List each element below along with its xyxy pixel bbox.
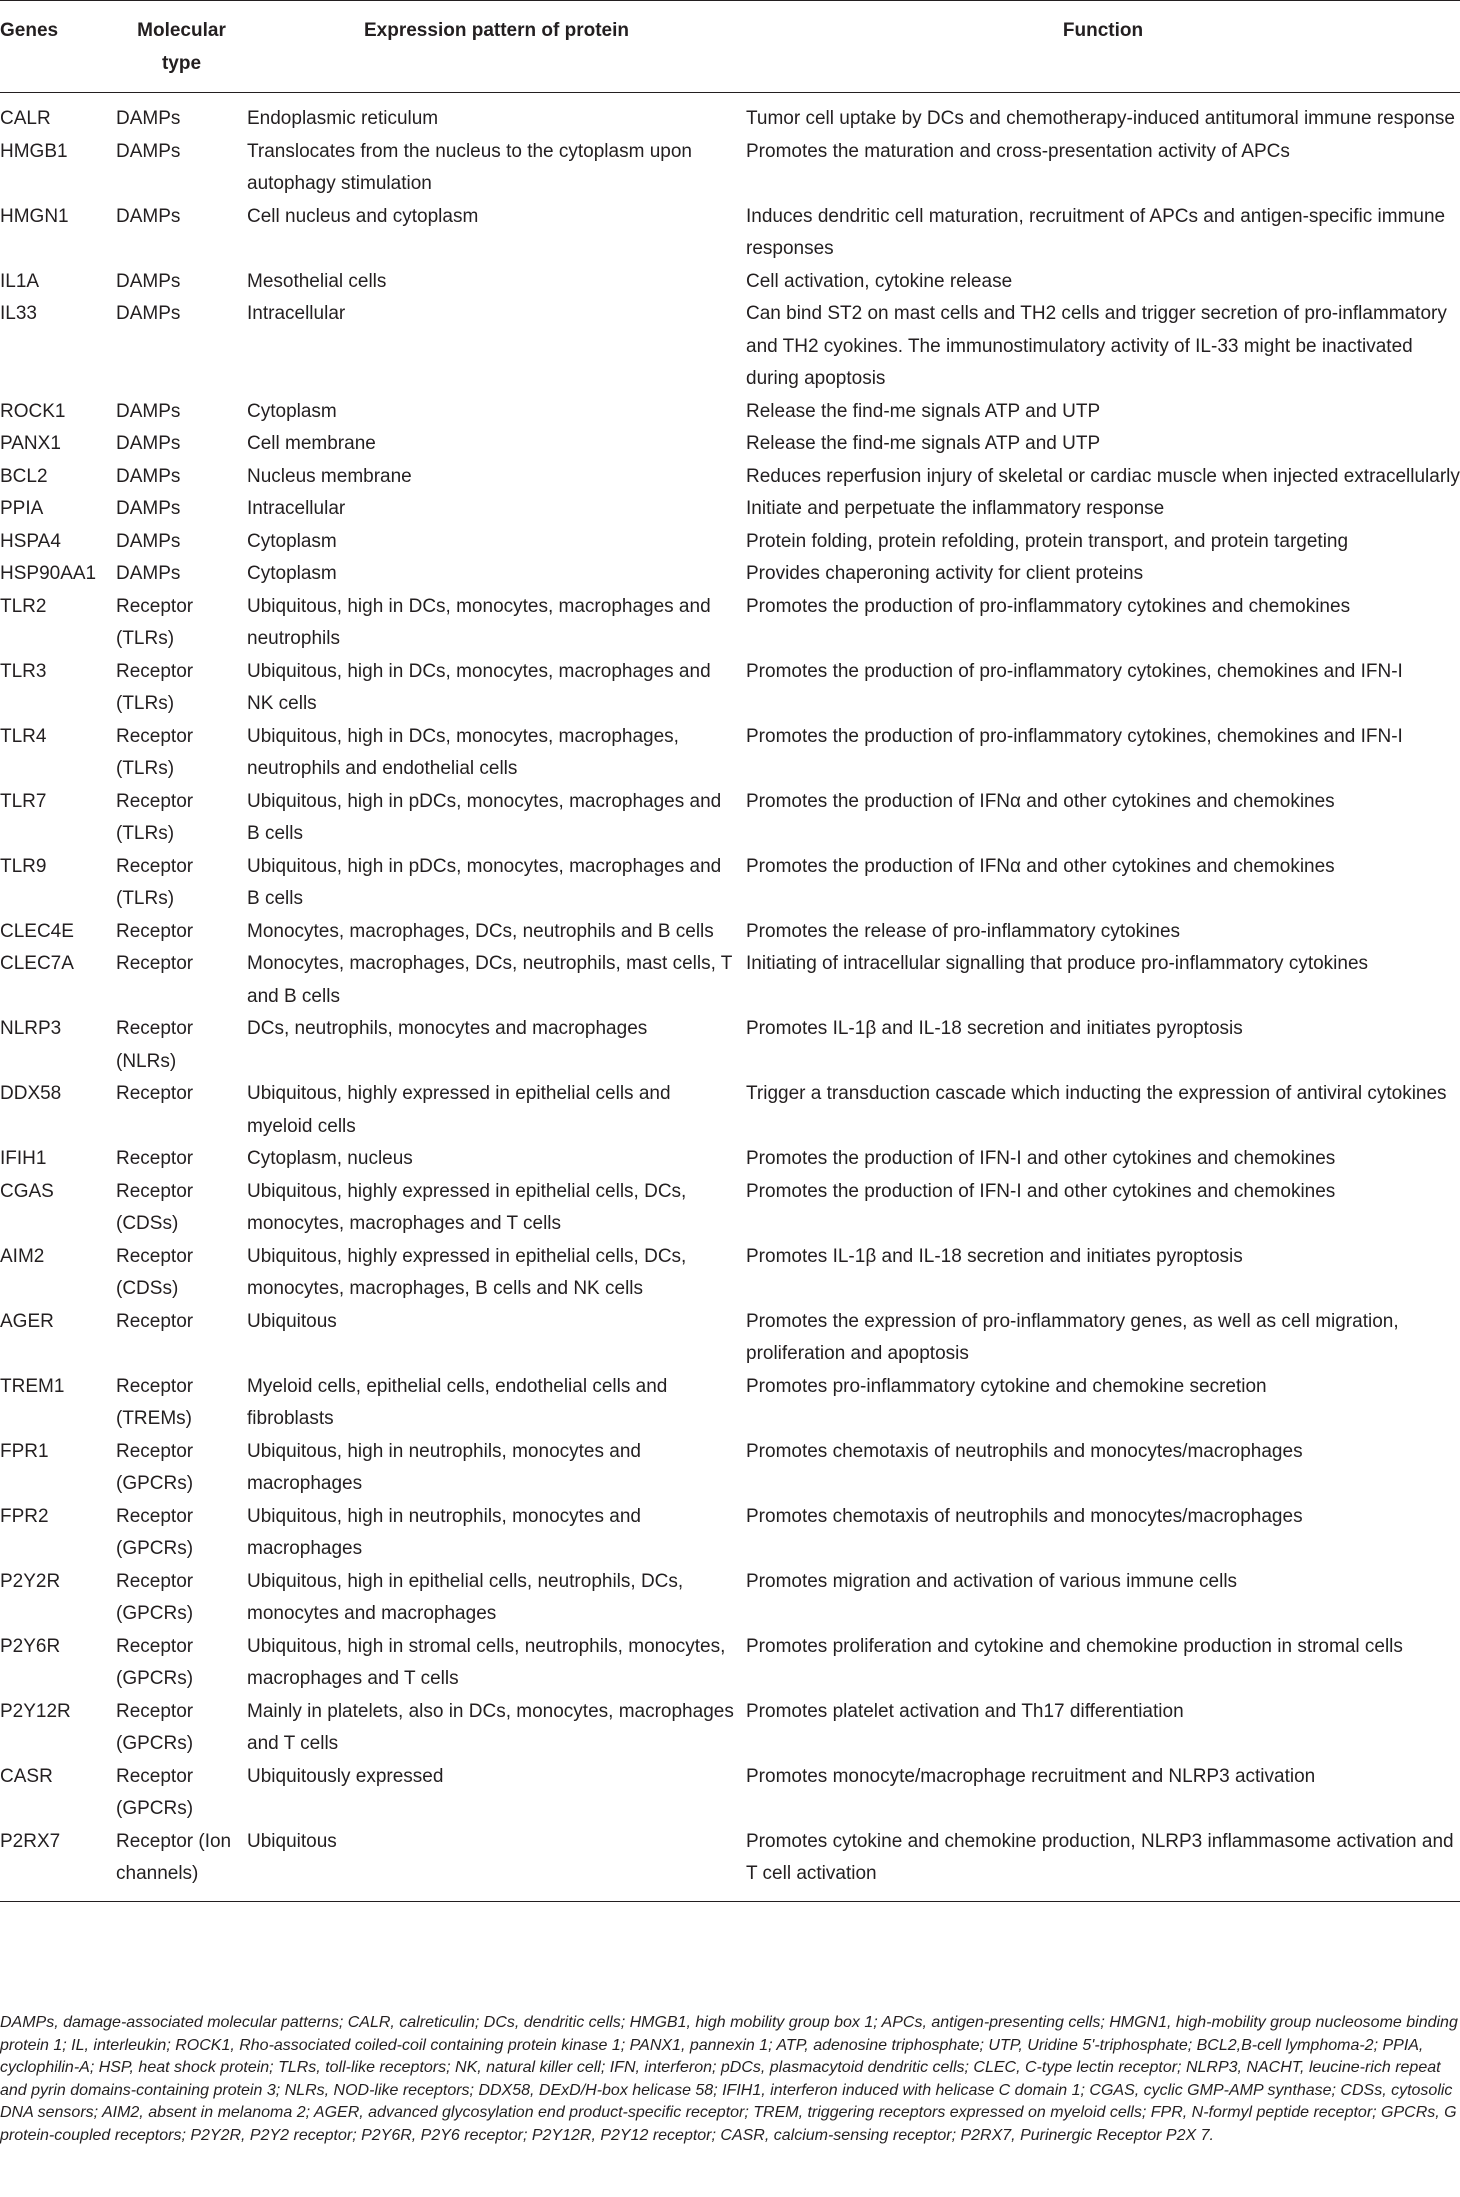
function-cell: Promotes migration and activation of various immune cells [746, 1570, 1238, 1592]
gene-cell: PPIA [0, 498, 44, 519]
expression-cell: Cell membrane [247, 433, 376, 454]
function-cell: Promotes chemotaxis of neutrophils and monocytes/macrophages [746, 1440, 1303, 1462]
molecular-type-cell: Receptor (TREMs) [116, 1375, 194, 1429]
table-row [0, 851, 1460, 916]
function-cell: Initiate and perpetuate the inflammatory response [746, 498, 1165, 519]
molecular-type-cell: DAMPs [116, 303, 181, 324]
table-row [0, 558, 1460, 591]
table-row [0, 1631, 1460, 1696]
molecular-type-cell: Receptor (GPCRs) [116, 1505, 194, 1559]
gene-cell: HMGN1 [0, 205, 69, 227]
molecular-type-cell: Receptor (GPCRs) [116, 1570, 194, 1624]
table-row [0, 1176, 1460, 1241]
table-row [0, 786, 1460, 851]
function-cell: Promotes proliferation and cytokine and chemokine production in stromal cells [746, 1635, 1403, 1657]
expression-cell: Ubiquitous, highly expressed in epithelial cells and myeloid cells [247, 1083, 671, 1137]
molecular-type-cell: Receptor (TLRs) [116, 790, 194, 844]
expression-cell: Translocates from the nucleus to the cytoplasm upon autophagy stimulation [247, 140, 692, 194]
gene-cell: IL33 [0, 303, 37, 324]
molecular-type-cell: DAMPs [116, 433, 181, 454]
molecular-type-cell: DAMPs [116, 530, 181, 552]
table-row [0, 916, 1460, 949]
gene-cell: HSPA4 [0, 530, 61, 552]
molecular-type-cell: Receptor (GPCRs) [116, 1700, 194, 1754]
table-row [0, 1143, 1460, 1176]
function-cell: Promotes IL-1β and IL-18 secretion and initiates pyroptosis [746, 1018, 1243, 1039]
expression-cell: Ubiquitous, highly expressed in epithelial cells, DCs, monocytes, macrophages, B cells and NK cells [247, 1245, 687, 1299]
function-cell: Promotes the release of pro-inflammatory cytokines [746, 920, 1181, 942]
table-row [0, 1013, 1460, 1078]
molecular-type-cell: Receptor (CDSs) [116, 1180, 194, 1234]
table-row [0, 136, 1460, 201]
molecular-type-cell: Receptor (TLRs) [116, 660, 194, 714]
expression-cell: Ubiquitous [247, 1310, 337, 1332]
expression-cell: Ubiquitous, high in stromal cells, neutrophils, monocytes, macrophages and T cells [247, 1635, 726, 1689]
gene-cell: CGAS [0, 1180, 54, 1202]
molecular-type-cell: DAMPs [116, 563, 181, 584]
gene-cell: BCL2 [0, 465, 48, 487]
gene-cell: FPR1 [0, 1440, 49, 1462]
molecular-type-cell: Receptor [116, 1310, 194, 1332]
gene-cell: CASR [0, 1765, 53, 1787]
gene-cell: CLEC7A [0, 953, 74, 974]
expression-cell: DCs, neutrophils, monocytes and macrophages [247, 1018, 648, 1039]
gene-cell: TLR9 [0, 855, 47, 877]
gene-cell: NLRP3 [0, 1018, 62, 1039]
molecular-type-cell: DAMPs [116, 270, 181, 292]
molecular-type-cell: Receptor (GPCRs) [116, 1440, 194, 1494]
expression-cell: Cell nucleus and cytoplasm [247, 205, 479, 227]
table-header [0, 1, 1460, 93]
molecular-type-cell: DAMPs [116, 400, 181, 422]
gene-cell: P2RX7 [0, 1826, 116, 1902]
table-row [0, 461, 1460, 494]
table-row [0, 1306, 1460, 1371]
function-cell: Initiating of intracellular signalling that produce pro-inflammatory cytokines [746, 953, 1369, 974]
molecular-type-cell: Receptor (CDSs) [116, 1245, 194, 1299]
table-row [0, 493, 1460, 526]
molecular-type-cell: DAMPs [116, 140, 181, 162]
expression-cell: Ubiquitous, high in pDCs, monocytes, macrophages and B cells [247, 790, 722, 844]
function-cell: Promotes the production of IFNα and other cytokines and chemokines [746, 790, 1335, 812]
molecular-type-cell: Receptor (GPCRs) [116, 1765, 194, 1819]
header-genes: Genes [0, 1, 116, 93]
function-cell: Promotes the production of IFN-I and other cytokines and chemokines [746, 1180, 1336, 1202]
expression-cell: Cytoplasm, nucleus [247, 1148, 413, 1169]
gene-cell: P2Y12R [0, 1700, 71, 1722]
table-row [0, 298, 1460, 396]
gene-cell: TREM1 [0, 1375, 65, 1397]
expression-cell: Ubiquitous [247, 1826, 746, 1902]
header-row [0, 1, 1460, 93]
function-cell: Can bind ST2 on mast cells and TH2 cells and trigger secretion of pro-inflammatory and TH2 cyokines. The immunostimulatory activity of IL-33 might be inactivated during apoptosis [746, 303, 1447, 389]
molecular-type-cell: Receptor (TLRs) [116, 855, 194, 909]
table-row [0, 201, 1460, 266]
function-cell: Provides chaperoning activity for client proteins [746, 563, 1144, 584]
header-expression: Expression pattern of protein [247, 1, 746, 93]
table-row [0, 526, 1460, 559]
gene-cell: AIM2 [0, 1245, 45, 1267]
gene-cell: ROCK1 [0, 400, 66, 422]
expression-cell: Ubiquitous, high in DCs, monocytes, macrophages and NK cells [247, 660, 711, 714]
gene-cell: CALR [0, 108, 51, 129]
gene-cell: DDX58 [0, 1083, 62, 1104]
function-cell: Trigger a transduction cascade which inducting the expression of antiviral cytokines [746, 1083, 1447, 1104]
expression-cell: Cytoplasm [247, 530, 337, 552]
gene-cell: TLR7 [0, 790, 47, 812]
gene-cell: FPR2 [0, 1505, 49, 1527]
function-cell: Promotes the production of pro-inflammatory cytokines, chemokines and IFN-I [746, 660, 1403, 682]
expression-cell: Ubiquitous, high in pDCs, monocytes, macrophages and B cells [247, 855, 722, 909]
function-cell: Release the find-me signals ATP and UTP [746, 433, 1101, 454]
function-cell: Induces dendritic cell maturation, recruitment of APCs and antigen-specific immune responses [746, 205, 1446, 259]
expression-cell: Ubiquitous, high in DCs, monocytes, macrophages and neutrophils [247, 595, 711, 649]
table-row [0, 1566, 1460, 1631]
header-type-line2: type [161, 52, 202, 74]
gene-cell: AGER [0, 1310, 54, 1332]
expression-cell: Mainly in platelets, also in DCs, monocytes, macrophages and T cells [247, 1700, 734, 1754]
function-cell: Reduces reperfusion injury of skeletal or cardiac muscle when injected extracellularly [746, 465, 1460, 487]
expression-cell: Ubiquitous, high in epithelial cells, neutrophils, DCs, monocytes and macrophages [247, 1570, 684, 1624]
table-row [0, 721, 1460, 786]
function-cell: Promotes pro-inflammatory cytokine and chemokine secretion [746, 1375, 1267, 1397]
table-row [0, 1371, 1460, 1436]
table-footnote: DAMPs, damage-associated molecular patterns; CALR, calreticulin; DCs, dendritic cells; HMGB1, high mobility group box 1; APCs, antigen-presenting cells; HMGN1, high-mobility group nucleosome binding protein 1; IL, interleukin; ROCK1, Rho-associated coiled-coil containing protein kinase 1; PANX1, pannexin 1; ATP, adenosine triphosphate; UTP, Uridine 5'-triphosphate; BCL2,B-cell lymphoma-2; PPIA, cyclophilin-A; HSP, heat shock protein; TLRs, toll-like receptors; NK, natural killer cell; IFN, interferon; pDCs, plasmacytoid dendritic cells; CLEC, C-type lectin receptor; NLRP3, NACHT, leucine-rich repeat and pyrin domains-containing protein 3; NLRs, NOD-like receptors; DDX58, DExD/H-box helicase 58; IFIH1, interferon induced with helicase C domain 1; CGAS, cyclic GMP-AMP synthase; CDSs, cytosolic DNA sensors; AIM2, absent in melanoma 2; AGER, advanced glycosylation end product-specific receptor; TREM, triggering receptors expressed on myeloid cells; FPR, N-formyl peptide receptor; GPCRs, G protein-coupled receptors; P2Y2R, P2Y2 receptor; P2Y6R, P2Y6 receptor; P2Y12R, P2Y12 receptor; CASR, calcium-sensing receptor; P2RX7, Purinergic Receptor P2X 7. [0, 2014, 1458, 2144]
table-row [0, 428, 1460, 461]
molecular-type-cell: Receptor [116, 953, 194, 974]
table-row [0, 1761, 1460, 1826]
table-row [0, 948, 1460, 1013]
expression-cell: Mesothelial cells [247, 270, 387, 292]
function-cell: Promotes the production of pro-inflammatory cytokines and chemokines [746, 595, 1351, 617]
expression-cell: Intracellular [247, 498, 346, 519]
gene-cell: TLR4 [0, 725, 47, 747]
expression-cell: Intracellular [247, 303, 346, 324]
function-cell: Promotes platelet activation and Th17 differentiation [746, 1700, 1184, 1722]
molecular-type-cell: DAMPs [116, 465, 181, 487]
expression-cell: Ubiquitous, highly expressed in epithelial cells, DCs, monocytes, macrophages and T cells [247, 1180, 687, 1234]
expression-cell: Endoplasmic reticulum [247, 108, 439, 129]
header-function: Function [746, 1, 1460, 93]
expression-cell: Monocytes, macrophages, DCs, neutrophils, mast cells, T and B cells [247, 953, 733, 1007]
gene-cell: HSP90AA1 [0, 563, 97, 584]
function-cell: Promotes chemotaxis of neutrophils and monocytes/macrophages [746, 1505, 1303, 1527]
molecular-type-cell: Receptor (TLRs) [116, 725, 194, 779]
function-cell: Promotes monocyte/macrophage recruitment and NLRP3 activation [746, 1765, 1316, 1787]
header-molecular-type [116, 1, 247, 93]
expression-cell: Myeloid cells, epithelial cells, endothelial cells and fibroblasts [247, 1375, 668, 1429]
molecular-type-cell: Receptor (GPCRs) [116, 1635, 194, 1689]
table-row [0, 1696, 1460, 1761]
molecular-type-cell: DAMPs [116, 108, 181, 129]
expression-cell: Ubiquitously expressed [247, 1765, 444, 1787]
molecular-type-cell: DAMPs [116, 498, 181, 519]
table-row [0, 656, 1460, 721]
function-cell: Promotes the maturation and cross-presentation activity of APCs [746, 140, 1290, 162]
table-row [0, 591, 1460, 656]
gene-cell: P2Y6R [0, 1635, 61, 1657]
gene-cell: PANX1 [0, 433, 61, 454]
function-cell: Protein folding, protein refolding, protein transport, and protein targeting [746, 530, 1349, 552]
table-row [0, 396, 1460, 429]
table-row [0, 1241, 1460, 1306]
gene-cell: P2Y2R [0, 1570, 61, 1592]
expression-cell: Monocytes, macrophages, DCs, neutrophils and B cells [247, 920, 714, 942]
molecular-type-cell: Receptor (NLRs) [116, 1018, 194, 1072]
gene-cell: IFIH1 [0, 1148, 47, 1169]
table-row [0, 266, 1460, 299]
gene-cell: HMGB1 [0, 140, 68, 162]
function-cell: Promotes the production of pro-inflammatory cytokines, chemokines and IFN-I [746, 725, 1403, 747]
header-type-line1: Molecular [137, 20, 226, 41]
function-cell: Promotes cytokine and chemokine production, NLRP3 inflammasome activation and T cell activation [746, 1826, 1460, 1902]
molecular-type-cell: Receptor [116, 920, 194, 942]
gene-cell: IL1A [0, 270, 40, 292]
function-cell: Promotes the production of IFNα and other cytokines and chemokines [746, 855, 1335, 877]
function-cell: Release the find-me signals ATP and UTP [746, 400, 1101, 422]
expression-cell: Cytoplasm [247, 400, 337, 422]
expression-cell: Nucleus membrane [247, 465, 412, 487]
molecular-type-cell: Receptor [116, 1148, 194, 1169]
expression-cell: Ubiquitous, high in neutrophils, monocytes and macrophages [247, 1505, 641, 1559]
table-body [0, 93, 1460, 1902]
molecular-type-cell: Receptor (Ion channels) [116, 1826, 247, 1902]
table-row [0, 1436, 1460, 1501]
expression-cell: Ubiquitous, high in DCs, monocytes, macrophages, neutrophils and endothelial cells [247, 725, 679, 779]
gene-cell: CLEC4E [0, 920, 74, 942]
table-row [0, 93, 1460, 136]
table-row [0, 1826, 1460, 1902]
function-cell: Promotes the expression of pro-inflammatory genes, as well as cell migration, proliferation and apoptosis [746, 1310, 1399, 1364]
expression-cell: Cytoplasm [247, 563, 337, 584]
gene-cell: TLR3 [0, 660, 47, 682]
expression-cell: Ubiquitous, high in neutrophils, monocytes and macrophages [247, 1440, 641, 1494]
gene-cell: TLR2 [0, 595, 47, 617]
function-cell: Tumor cell uptake by DCs and chemotherapy-induced antitumoral immune response [746, 108, 1455, 129]
table-row [0, 1078, 1460, 1143]
function-cell: Promotes the production of IFN-I and other cytokines and chemokines [746, 1148, 1336, 1169]
molecular-type-cell: Receptor [116, 1083, 194, 1104]
function-cell: Cell activation, cytokine release [746, 270, 1013, 292]
table-row [0, 1501, 1460, 1566]
molecular-type-cell: DAMPs [116, 205, 181, 227]
molecular-type-cell: Receptor (TLRs) [116, 595, 194, 649]
function-cell: Promotes IL-1β and IL-18 secretion and initiates pyroptosis [746, 1245, 1243, 1267]
